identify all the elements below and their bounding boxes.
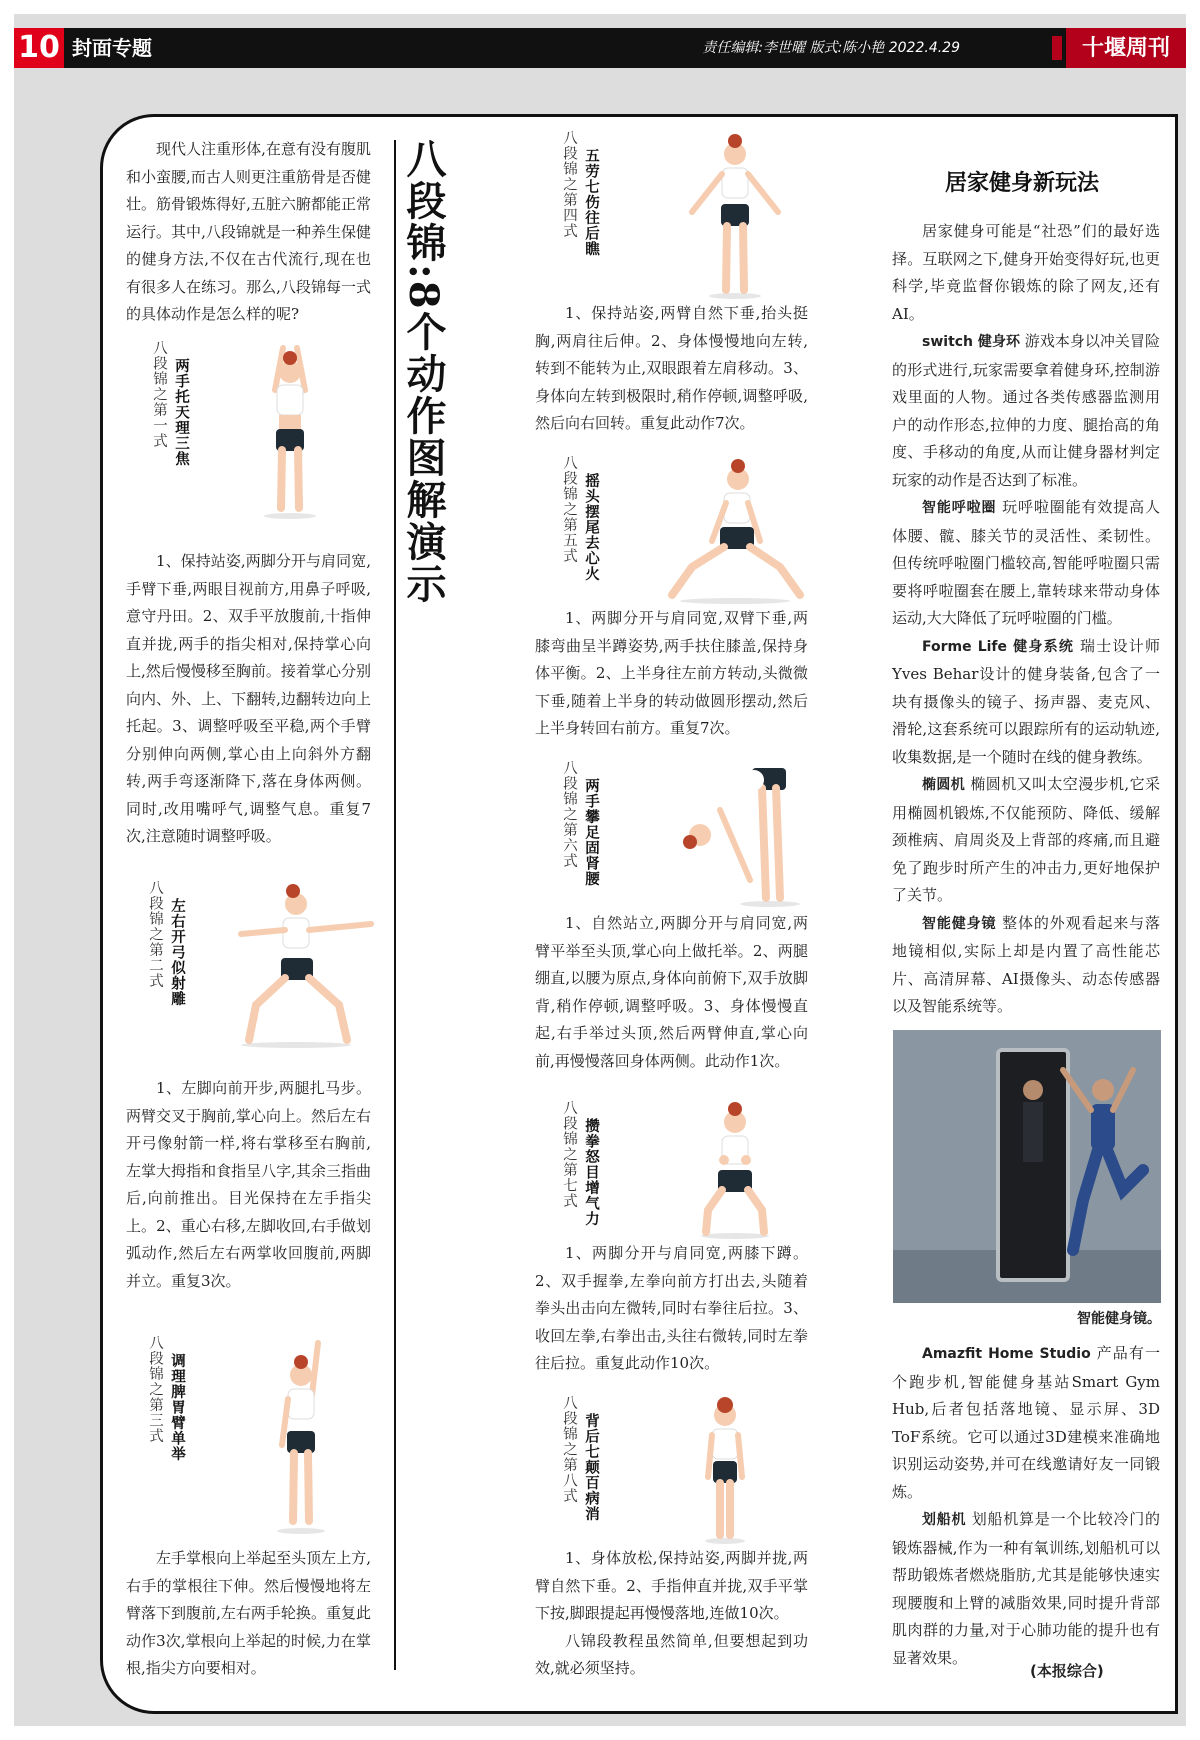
item-text: 椭圆机又叫太空漫步机,它采用椭圆机锻炼,不仅能预防、降低、缓解颈椎病、肩周炎及上背部的疼痛,而且避免了跑步时所产生的冲击力,更好地保护了关节。: [892, 775, 1160, 904]
form-4-label: [560, 130, 578, 300]
smart-mirror-photo: [893, 1030, 1161, 1303]
form-4-series: 八段锦之第四式: [561, 130, 577, 239]
column-divider: [394, 140, 396, 1670]
item-text: 游戏本身以冲关冒险的形式进行,玩家需要拿着健身环,控制游戏里面的人物。通过各类传感器监测用户的动作形态,拉伸的力度、腿抬高的角度、手移动的角度,从而让健身器材判定玩家的动作是否达到了标准。: [892, 332, 1160, 489]
form-6-label: [560, 760, 578, 910]
form-2-label: [146, 880, 164, 1050]
intro-paragraph: [126, 136, 371, 329]
form-1-figure: [150, 340, 380, 520]
sidebar-item: [892, 771, 1160, 910]
sidebar-body: [892, 218, 1160, 1021]
form-3-name: 调理脾胃臂单举: [169, 1353, 186, 1462]
form-8-name-wrap: [582, 1413, 600, 1543]
exercise-figure-icon: [650, 455, 820, 605]
sidebar-item: [892, 494, 1160, 633]
brand-name: 十堰周刊: [1081, 35, 1170, 61]
smart-mirror-image-icon: [893, 1030, 1161, 1303]
item-keyword: 椭圆机: [922, 777, 966, 793]
exercise-figure-icon: [246, 1335, 356, 1535]
form-2-name-wrap: [168, 898, 186, 1038]
form-8-name: 背后七颠百病消: [583, 1413, 600, 1522]
form-8-figure: [560, 1395, 820, 1545]
form-3-instructions: [126, 1545, 371, 1683]
form-5-series: 八段锦之第五式: [561, 455, 577, 564]
sidebar-body-continued: [892, 1340, 1160, 1672]
form-5-name: 摇头摆尾去心火: [583, 473, 600, 582]
item-text: 玩呼啦圈能有效提高人体腰、髋、膝关节的灵活性、柔韧性。但传统呼啦圈门槛较高,智能呼啦圈只需要将呼啦圈套在腰上,靠转球来带动身体运动,大大降低了玩呼啦圈的门槛。: [892, 498, 1160, 627]
sidebar-title: 居家健身新玩法: [944, 170, 1099, 196]
item-keyword: Forme Life 健身系统: [922, 638, 1075, 655]
form-6-figure: [560, 760, 820, 910]
form-5-figure: [560, 455, 820, 605]
form-6-text: 1、自然站立,两脚分开与肩同宽,两臂平举至头顶,掌心向上做托举。2、两腿绷直,以腰为原点,身体向前俯下,双手放脚背,稍作停顿,调整呼吸。3、身体慢慢直起,右手举过头顶,然后两臂伸直,掌心向前,再慢慢落回身体两侧。此动作1次。: [535, 914, 808, 1070]
exercise-figure-icon: [201, 880, 391, 1050]
form-1-name: 两手托天理三焦: [173, 358, 190, 467]
form-3-text: 左手掌根向上举起至头顶左上方,右手的掌根往下伸。然后慢慢地将左臂落下到腹前,左右两手轮换。重复此动作3次,掌根向上举起的时候,力在掌根,指尖方向要相对。: [126, 1549, 371, 1677]
form-4-name-wrap: [582, 148, 600, 288]
header-bar: [14, 28, 1186, 68]
form-4-instructions: [535, 300, 808, 438]
form-7-label: [560, 1100, 578, 1240]
main-title: 八段锦:8个动作图解演示: [400, 138, 447, 605]
form-5-text: 1、两脚分开与肩同宽,双臂下垂,两膝弯曲呈半蹲姿势,两手扶住膝盖,保持身体平衡。2、上半身往左前方转动,头微微下垂,随着上半身的转动做圆形摆动,然后上半身转回右前方。重复7次。: [535, 609, 808, 737]
form-6-series: 八段锦之第六式: [561, 760, 577, 869]
exercise-figure-icon: [680, 1100, 790, 1240]
closing-text: 八锦段教程虽然简单,但要想起到功效,就必须坚持。: [535, 1631, 808, 1677]
form-5-name-wrap: [582, 473, 600, 603]
form-1-series: 八段锦之第一式: [151, 340, 167, 449]
exercise-figure-icon: [670, 130, 800, 300]
form-3-label: [146, 1335, 164, 1535]
form-8-series: 八段锦之第八式: [561, 1395, 577, 1504]
item-text: 产品有一个跑步机,智能健身基站Smart Gym Hub,后者包括落地镜、显示屏、3D ToF系统。它可以通过3D建模来准确地识别运动姿势,并可在线邀请好友一同锻炼。: [892, 1344, 1160, 1501]
form-5-instructions: [535, 605, 808, 743]
item-keyword: 智能呼啦圈: [922, 500, 997, 516]
section-title: 封面专题: [72, 36, 152, 60]
form-2-instructions: [126, 1075, 371, 1295]
item-keyword: Amazfit Home Studio: [922, 1346, 1091, 1362]
form-7-name-wrap: [582, 1118, 600, 1248]
item-text: 划船机算是一个比较冷门的锻炼器械,作为一种有氧训练,划船机可以帮助锻炼者燃烧脂肪,尤其是能够快速实现腰腹和上臂的减脂效果,同时提升背部肌肉群的力量,对于心肺功能的提升也有显著效果。: [892, 1510, 1160, 1667]
exercise-figure-icon: [680, 1395, 770, 1545]
exercise-figure-icon: [235, 340, 345, 520]
form-8-instructions: [535, 1545, 808, 1683]
form-3-series: 八段锦之第三式: [147, 1335, 163, 1444]
photo-caption: 智能健身镜。: [1077, 1311, 1161, 1327]
item-keyword: 智能健身镜: [922, 915, 997, 932]
item-text: 瑞士设计师Yves Behar设计的健身装备,包含了一块有摄像头的镜子、扬声器、麦克风、滑轮,这套系统可以跟踪所有的运动轨迹,收集数据,是一个随时在线的健身教练。: [892, 636, 1160, 766]
form-3-name-wrap: [168, 1353, 186, 1513]
sidebar-item: [892, 1340, 1160, 1506]
sidebar-item: [892, 328, 1160, 494]
form-1-instructions: [126, 548, 371, 851]
form-4-text: 1、保持站姿,两臂自然下垂,抬头挺胸,两肩往后伸。2、身体慢慢地向左转,转到不能转为止,双眼跟着左肩移动。3、身体向左转到极限时,稍作停顿,调整呼吸,然后向右回转。重复此动作7次。: [535, 304, 808, 432]
form-7-instructions: [535, 1240, 808, 1378]
form-8-text: 1、身体放松,保持站姿,两脚并拢,两臂自然下垂。2、手指伸直并拢,双手平掌下按,脚跟提起再慢慢落地,连做10次。: [535, 1549, 808, 1622]
editor-credits: 责任编辑:李世曜 版式:陈小艳 2022.4.29: [702, 40, 960, 56]
sidebar-item: [892, 910, 1160, 1021]
page-number: 10: [14, 28, 64, 68]
form-7-series: 八段锦之第七式: [561, 1100, 577, 1209]
form-6-name: 两手攀足固肾腰: [583, 778, 600, 887]
form-6-name-wrap: [582, 778, 600, 908]
form-8-label: [560, 1395, 578, 1545]
form-6-instructions: [535, 910, 808, 1075]
brand-tag-icon: [1052, 36, 1062, 60]
form-3-figure: [146, 1335, 386, 1535]
form-7-text: 1、两脚分开与肩同宽,两膝下蹲。2、双手握拳,左拳向前方打出去,头随着拳头出击向左微转,同时右拳往后拉。3、收回左拳,右拳出击,头往右微转,同时左拳往后拉。重复此动作10次。: [535, 1244, 808, 1372]
item-keyword: 划船机: [922, 1512, 967, 1528]
form-1-name-wrap: [172, 358, 190, 498]
source-credit: (本报综合): [1030, 1662, 1104, 1680]
form-1-text: 1、保持站姿,两脚分开与肩同宽,手臂下垂,两眼目视前方,用鼻子呼吸,意守丹田。2、双手平放腹前,十指伸直并拢,两手的指尖相对,保持掌心向上,然后慢慢移至胸前。接着掌心分别向内、外、上、下翻转,边翻转边向上托起。3、调整呼吸至平稳,两个手臂分别伸向两侧,掌心由上向斜外方翻转,两手弯逐渐降下,落在身体两侧。同时,改用嘴呼气,调整气息。重复7次,注意随时调整呼吸。: [126, 552, 371, 845]
form-2-name: 左右开弓似射雕: [169, 898, 186, 1007]
form-2-figure: [146, 880, 386, 1050]
form-5-label: [560, 455, 578, 605]
form-2-series: 八段锦之第二式: [147, 880, 163, 989]
item-text: 整体的外观看起来与落地镜相似,实际上却是内置了高性能芯片、高清屏幕、AI摄像头、动态传感器以及智能系统等。: [892, 913, 1160, 1015]
sidebar-item: [892, 1506, 1160, 1672]
form-7-name: 攒拳怒目增气力: [583, 1118, 600, 1227]
form-1-label: [150, 340, 168, 520]
exercise-figure-icon: [670, 760, 820, 910]
form-2-text: 1、左脚向前开步,两腿扎马步。两臂交叉于胸前,掌心向上。然后左右开弓像射箭一样,将右掌移至右胸前,左掌大拇指和食指呈八字,其余三指曲后,向前推出。目光保持在左手指尖上。2、重心右移,左脚收回,右手做划弧动作,然后左右两掌收回腹前,两脚并立。重复3次。: [126, 1079, 371, 1290]
form-7-figure: [560, 1100, 820, 1240]
form-4-figure: [560, 130, 820, 300]
brand-logo: [1066, 28, 1186, 68]
form-4-name: 五劳七伤往后瞧: [583, 148, 600, 257]
intro-text: 现代人注重形体,在意有没有腹肌和小蛮腰,而古人则更注重筋骨是否健壮。筋骨锻炼得好,五脏六腑都能正常运行。其中,八段锦就是一种养生保健的健身方法,不仅在古代流行,现在也有很多人在练习。那么,八段锦每一式的具体动作是怎么样的呢?: [126, 140, 371, 323]
item-keyword: switch 健身环: [922, 334, 1020, 350]
sidebar-item: [892, 633, 1160, 772]
sidebar-intro: 居家健身可能是“社恐”们的最好选择。互联网之下,健身开始变得好玩,也更科学,毕竟监督你锻炼的除了网友,还有AI。: [892, 222, 1160, 323]
